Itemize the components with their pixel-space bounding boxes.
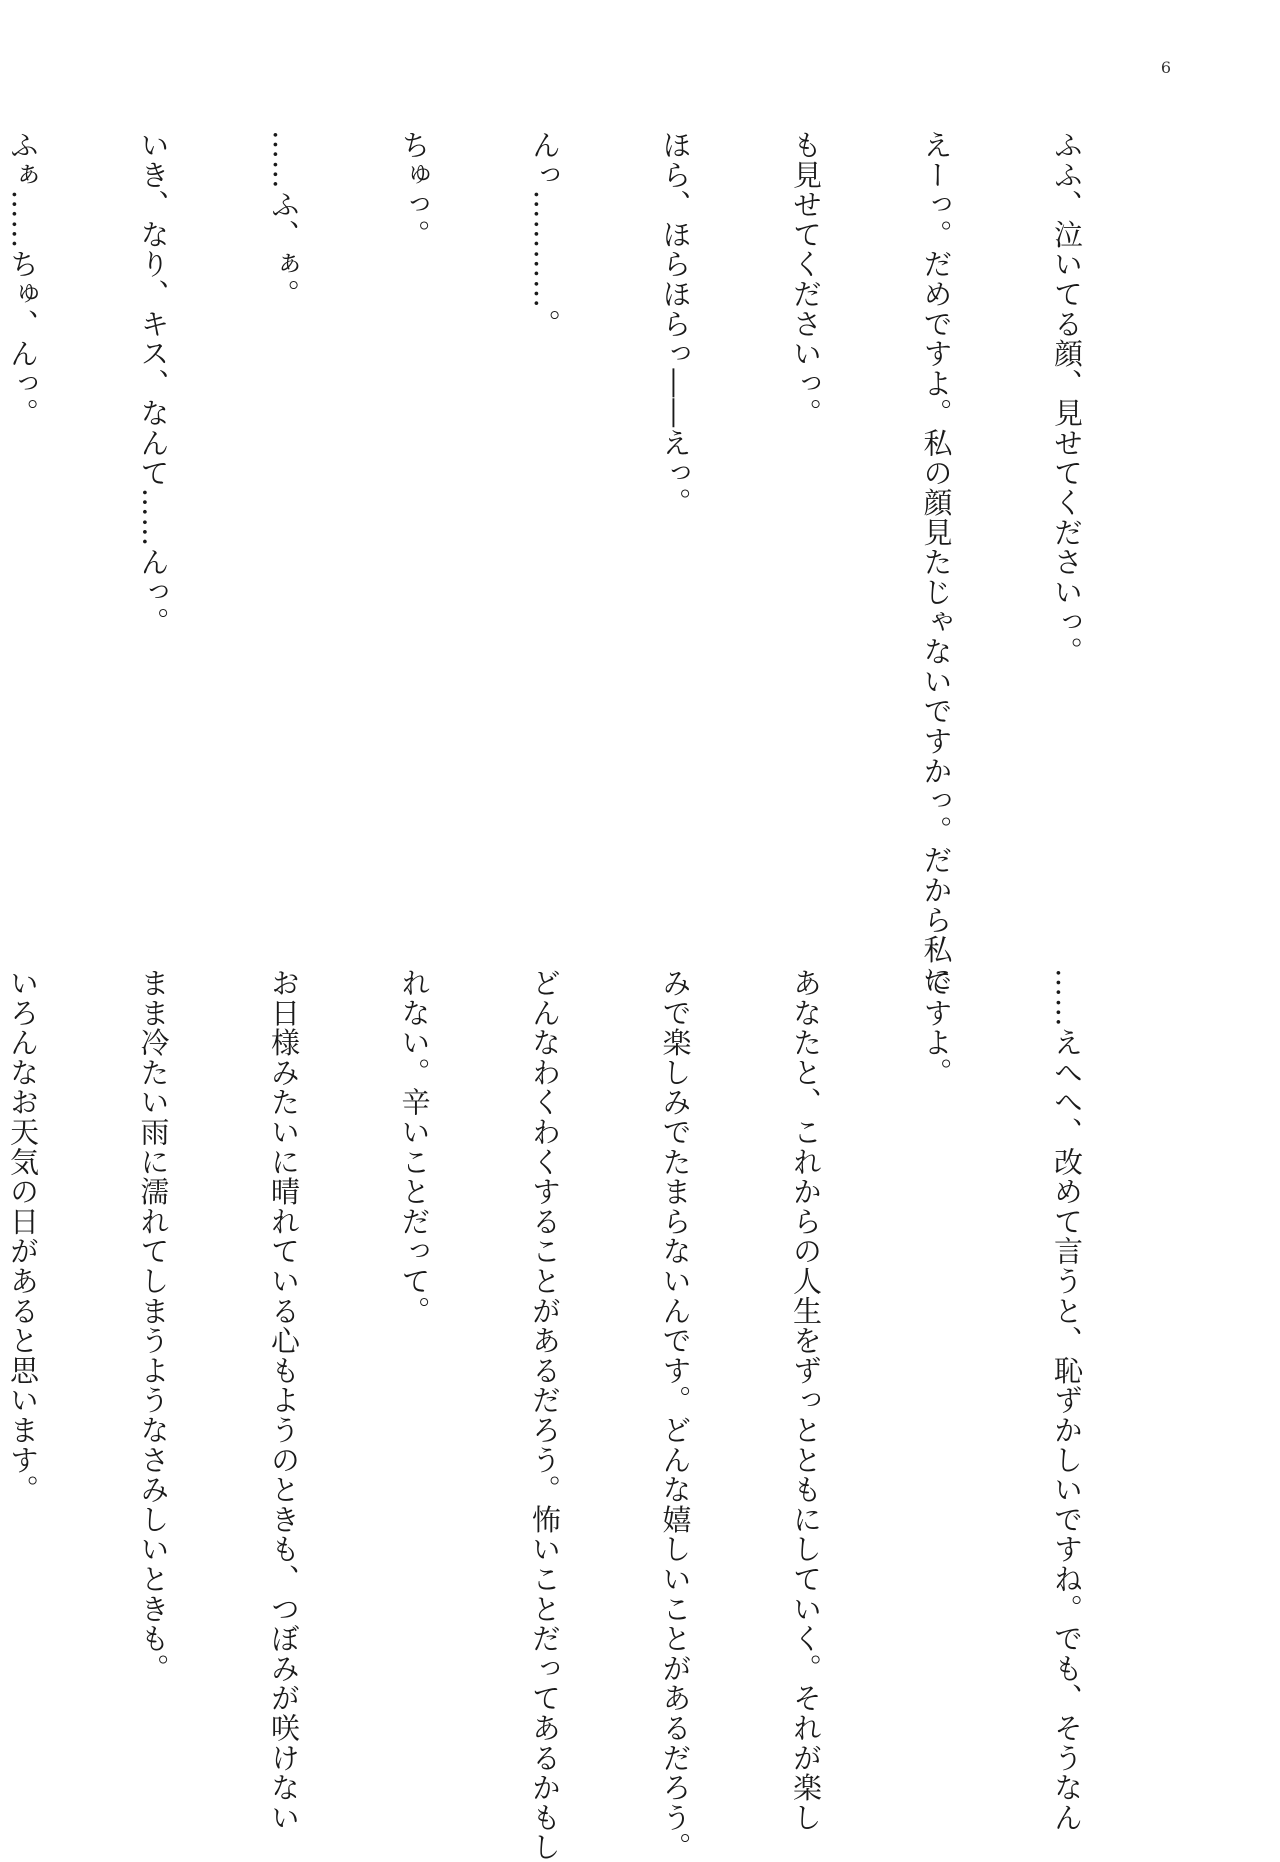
- text-line: も見せてくださいっ。: [789, 130, 823, 428]
- text-line: ですよ。: [919, 968, 954, 1088]
- page-number: 6: [1160, 58, 1172, 77]
- text-line: ちゅっ。: [397, 130, 432, 250]
- text-line: まま冷たい雨に濡れてしまうようなさみしいときも。: [136, 968, 171, 1684]
- top-text-block: [6, 130, 1175, 995]
- text-line: ふぁ……ちゅ、んっ。: [6, 130, 40, 428]
- bottom-text-block: [6, 968, 1175, 1862]
- text-line: いき、なり、キス、なんて……んっ。: [136, 130, 171, 637]
- text-line: あなたと、これからの人生をずっとともにしていく。それが楽し: [789, 968, 823, 1833]
- text-line: れない。辛いことだって。: [397, 968, 432, 1326]
- text-line: ふふ、泣いてる顔、見せてくださいっ。: [1050, 130, 1084, 667]
- text-line: いろんなお天気の日があると思います。: [6, 968, 40, 1505]
- text-line: ……ふ、ぁ。: [267, 130, 301, 309]
- text-line: えーっ。だめですよ。私の顔見たじゃないですかっ。だから私に: [919, 130, 954, 995]
- text-line: どんなわくわくすることがあるだろう。怖いことだってあるかもし: [528, 968, 562, 1862]
- text-line: んっ…………。: [528, 130, 562, 339]
- text-line: ほら、ほらほらっ――えっ。: [658, 130, 693, 518]
- text-line: みで楽しみでたまらないんです。どんな嬉しいことがあるだろう。: [658, 968, 693, 1862]
- text-line: お日様みたいに晴れている心もようのときも、つぼみが咲けない: [267, 968, 301, 1833]
- text-line: ……えへへ、改めて言うと、恥ずかしいですね。でも、そうなん: [1050, 968, 1084, 1833]
